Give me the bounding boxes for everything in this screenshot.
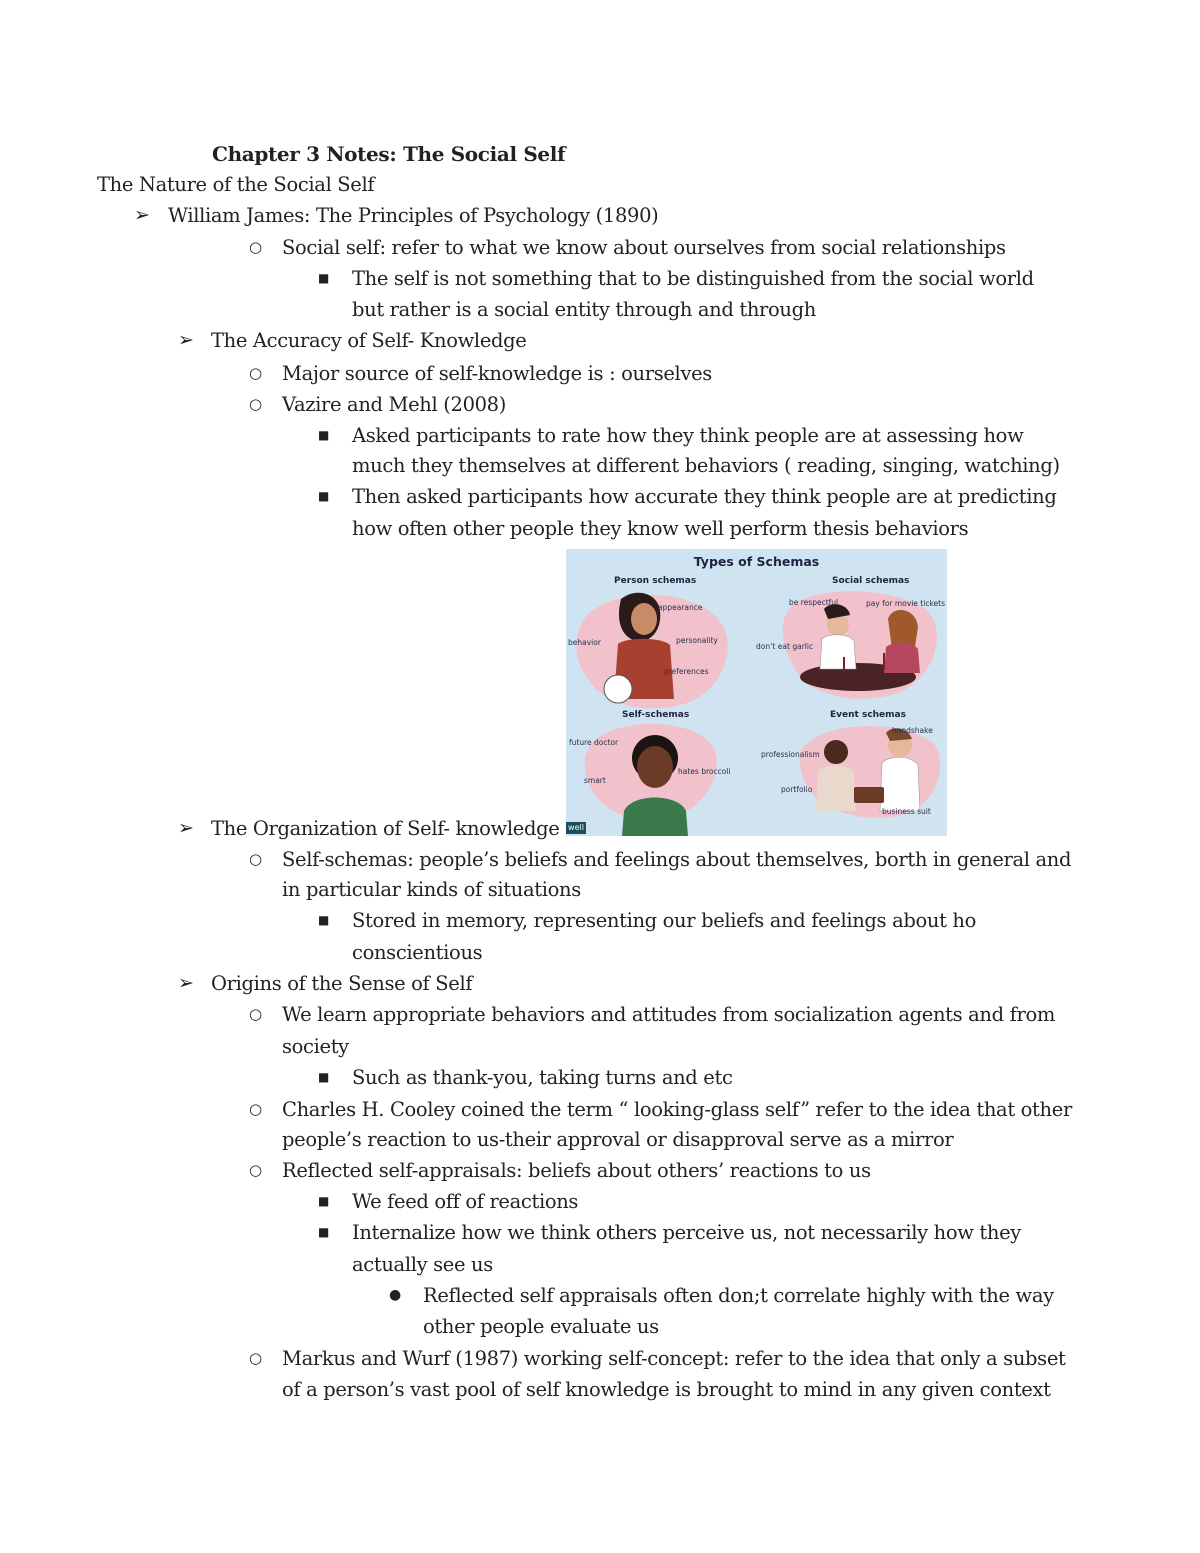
circle-bullet-icon: ○ <box>249 1161 263 1179</box>
circle-bullet-icon: ○ <box>249 1100 263 1118</box>
arrow-bullet-icon: ➢ <box>178 972 194 994</box>
label-professionalism: professionalism <box>761 750 820 759</box>
list-item-continuation: society <box>282 1035 349 1058</box>
list-item: Asked participants to rate how they think people are at assessing how <box>352 424 1024 447</box>
list-item: Such as thank-you, taking turns and etc <box>352 1066 733 1089</box>
label-preferences: preferences <box>664 667 709 676</box>
circle-bullet-icon: ○ <box>249 850 263 868</box>
list-item-continuation: other people evaluate us <box>423 1315 659 1338</box>
person-schemas-heading: Person schemas <box>614 576 697 586</box>
event-schemas-heading: Event schemas <box>830 710 906 720</box>
list-item: Internalize how we think others perceive us, not necessarily how they <box>352 1221 1021 1244</box>
dot-bullet-icon: ● <box>389 1287 402 1303</box>
circle-bullet-icon: ○ <box>249 238 263 256</box>
list-item: Major source of self-knowledge is : ourselves <box>282 362 712 385</box>
watermark-badge: well <box>566 822 586 834</box>
list-item-continuation: in particular kinds of situations <box>282 878 581 901</box>
arrow-bullet-icon: ➢ <box>134 204 150 226</box>
list-item: Markus and Wurf (1987) working self-concept: refer to the idea that only a subset <box>282 1347 1066 1370</box>
list-item: Stored in memory, representing our beliefs and feelings about ho <box>352 909 977 932</box>
label-pay-for-movie-tickets: pay for movie tickets <box>866 599 945 608</box>
label-business-suit: business suit <box>882 807 931 816</box>
list-item-continuation: people’s reaction to us-their approval or disapproval serve as a mirror <box>282 1128 954 1151</box>
label-be-respectful: be respectful <box>789 598 839 607</box>
list-item: Origins of the Sense of Self <box>211 972 473 995</box>
list-item: William James: The Principles of Psychology (1890) <box>168 204 659 227</box>
schema-illustration-graphic <box>566 549 947 836</box>
label-handshake: handshake <box>892 726 933 735</box>
section-heading: The Nature of the Social Self <box>97 173 375 196</box>
circle-bullet-icon: ○ <box>249 1005 263 1023</box>
label-future-doctor: future doctor <box>569 738 619 747</box>
label-smart: smart <box>584 776 606 785</box>
list-item: Vazire and Mehl (2008) <box>282 393 506 416</box>
label-dont-eat-garlic: don’t eat garlic <box>756 642 814 651</box>
label-hates-broccoli: hates broccoli <box>678 767 731 776</box>
arrow-bullet-icon: ➢ <box>178 817 194 839</box>
label-personality: personality <box>676 636 718 645</box>
illustration-title: Types of Schemas <box>693 554 820 569</box>
circle-bullet-icon: ○ <box>249 395 263 413</box>
label-portfolio: portfolio <box>781 785 813 794</box>
list-item: Then asked participants how accurate they think people are at predicting <box>352 485 1057 508</box>
social-schemas-heading: Social schemas <box>832 576 910 586</box>
list-item-continuation: how often other people they know well perform thesis behaviors <box>352 517 969 540</box>
self-schemas-heading: Self-schemas <box>622 710 690 720</box>
list-item-continuation: but rather is a social entity through and through <box>352 298 816 321</box>
square-bullet-icon: ■ <box>318 489 330 503</box>
list-item: Reflected self-appraisals: beliefs about others’ reactions to us <box>282 1159 871 1182</box>
list-item: Social self: refer to what we know about ourselves from social relationships <box>282 236 1006 259</box>
list-item: The Accuracy of Self- Knowledge <box>211 329 527 352</box>
square-bullet-icon: ■ <box>318 428 330 442</box>
list-item-continuation: conscientious <box>352 941 483 964</box>
list-item-continuation: actually see us <box>352 1253 493 1276</box>
square-bullet-icon: ■ <box>318 271 330 285</box>
arrow-bullet-icon: ➢ <box>178 329 194 351</box>
square-bullet-icon: ■ <box>318 1194 330 1208</box>
document-title: Chapter 3 Notes: The Social Self <box>212 142 566 166</box>
list-item: The Organization of Self- knowledge <box>211 817 560 840</box>
list-item-continuation: of a person’s vast pool of self knowledge is brought to mind in any given context <box>282 1378 1051 1401</box>
schema-illustration <box>566 549 947 836</box>
list-item: We learn appropriate behaviors and attitudes from socialization agents and from <box>282 1003 1055 1026</box>
label-behavior: behavior <box>568 638 601 647</box>
list-item: The self is not something that to be distinguished from the social world <box>352 267 1034 290</box>
list-item: Charles H. Cooley coined the term “ looking-glass self” refer to the idea that other <box>282 1098 1072 1121</box>
square-bullet-icon: ■ <box>318 1070 330 1084</box>
label-appearance: appearance <box>658 603 703 612</box>
square-bullet-icon: ■ <box>318 913 330 927</box>
circle-bullet-icon: ○ <box>249 1349 263 1367</box>
list-item: Self-schemas: people’s beliefs and feelings about themselves, borth in general and <box>282 848 1072 871</box>
list-item: Reflected self appraisals often don;t correlate highly with the way <box>423 1284 1054 1307</box>
square-bullet-icon: ■ <box>318 1225 330 1239</box>
list-item: We feed off of reactions <box>352 1190 579 1213</box>
list-item-continuation: much they themselves at different behaviors ( reading, singing, watching) <box>352 454 1060 477</box>
circle-bullet-icon: ○ <box>249 364 263 382</box>
